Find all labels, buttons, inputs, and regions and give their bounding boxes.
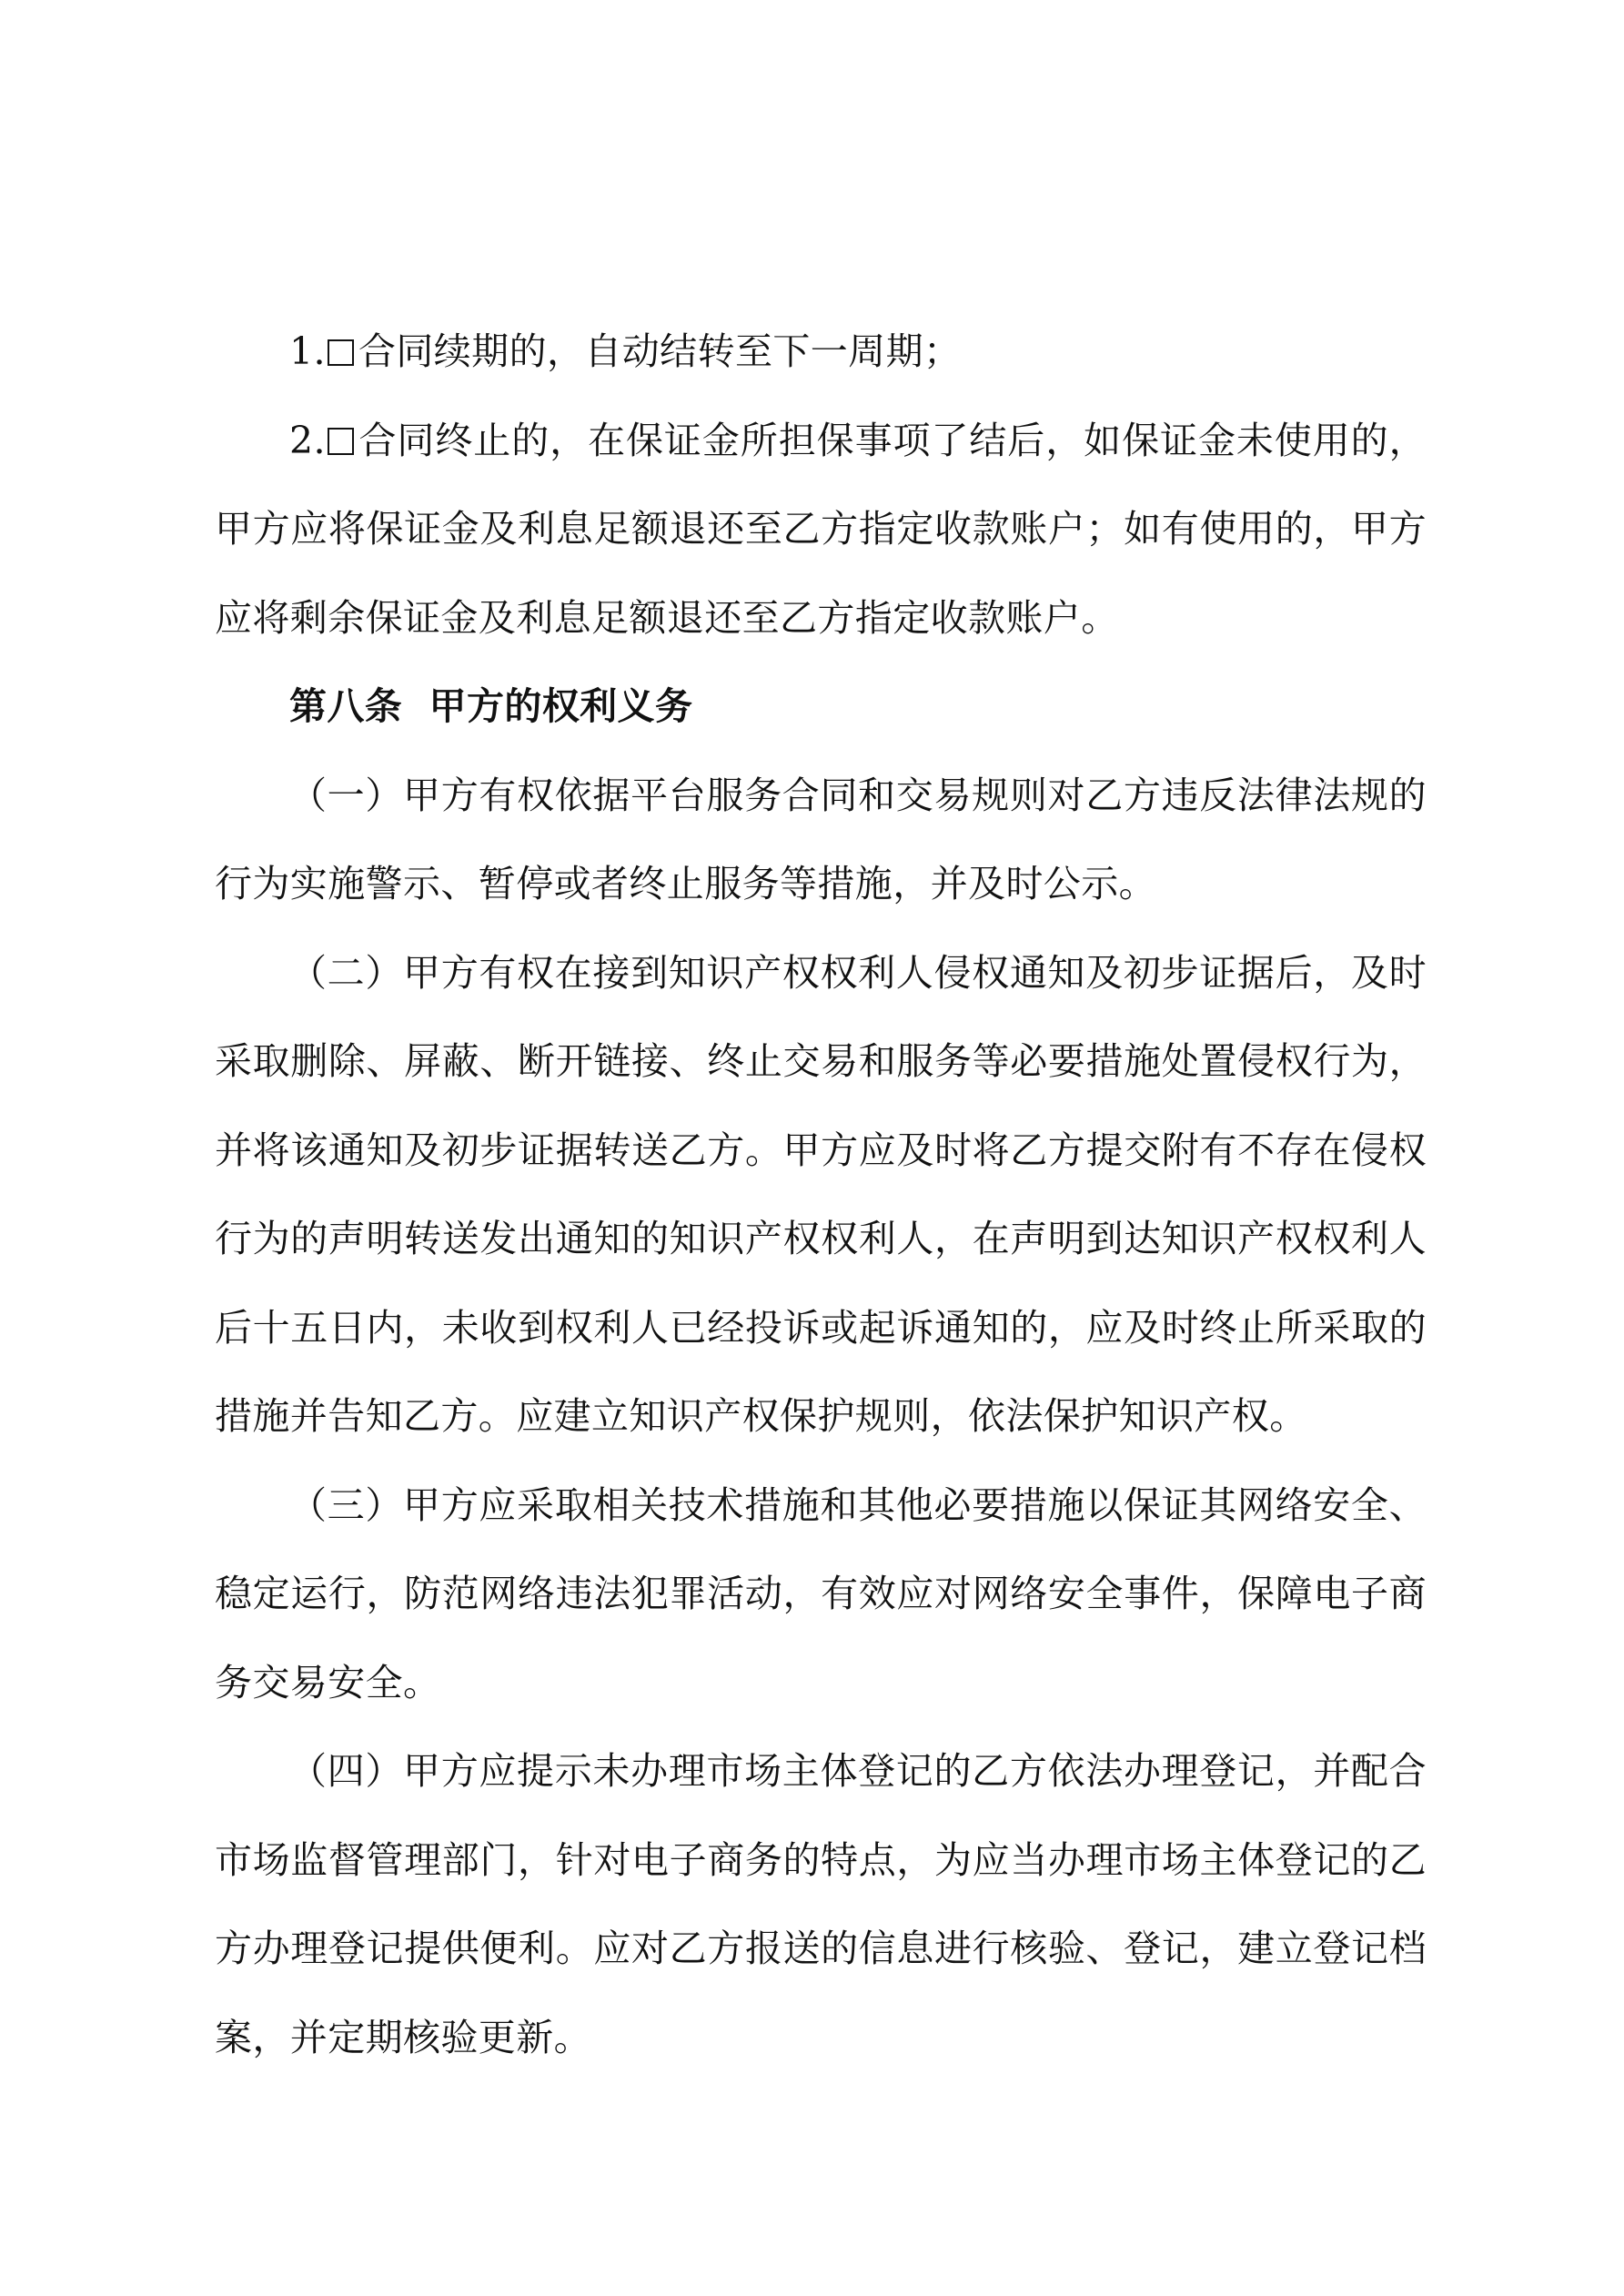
list-item-renewal — [215, 308, 1427, 397]
document-body — [215, 308, 1427, 2082]
clause-3: （三）甲方应采取相关技术措施和其他必要措施以保证其网络安全、稳定运行，防范网络违法犯罪活动，有效应对网络安全事件，保障电子商务交易安全。 — [215, 1482, 1427, 1704]
item-text: 合同续期的，自动结转至下一周期； — [358, 329, 962, 373]
item-text: 合同终止的，在保证金所担保事项了结后，如保证金未使用的，甲方应将保证金及利息足额退还至乙方指定收款账户；如有使用的，甲方应将剩余保证金及利息足额退还至乙方指定收款账户。 — [215, 418, 1427, 640]
item-number: 2. — [289, 418, 326, 462]
item-number: 1. — [289, 329, 326, 373]
checkbox-icon — [328, 339, 355, 367]
clause-1: （一）甲方有权依据平台服务合同和交易规则对乙方违反法律法规的行为实施警示、暂停或者终止服务等措施，并及时公示。 — [215, 773, 1427, 905]
list-item-termination — [215, 397, 1427, 663]
checkbox-icon — [328, 428, 355, 455]
clause-2: （二）甲方有权在接到知识产权权利人侵权通知及初步证据后，及时采取删除、屏蔽、断开链接、终止交易和服务等必要措施处置侵权行为，并将该通知及初步证据转送乙方。甲方应及时将乙方提交附有不存在侵权行为的声明转送发出通知的知识产权权利人，在声明到达知识产权权利人后十五日内，未收到权利人已经投诉或起诉通知的，应及时终止所采取的措施并告知乙方。应建立知识产权保护规则，依法保护知识产权。 — [215, 950, 1427, 1438]
clause-4: （四）甲方应提示未办理市场主体登记的乙方依法办理登记，并配合市场监督管理部门，针对电子商务的特点，为应当办理市场主体登记的乙方办理登记提供便利。应对乙方报送的信息进行核验、登记，建立登记档案，并定期核验更新。 — [215, 1749, 1427, 2059]
article-heading: 第八条 甲方的权利义务 — [289, 684, 693, 728]
